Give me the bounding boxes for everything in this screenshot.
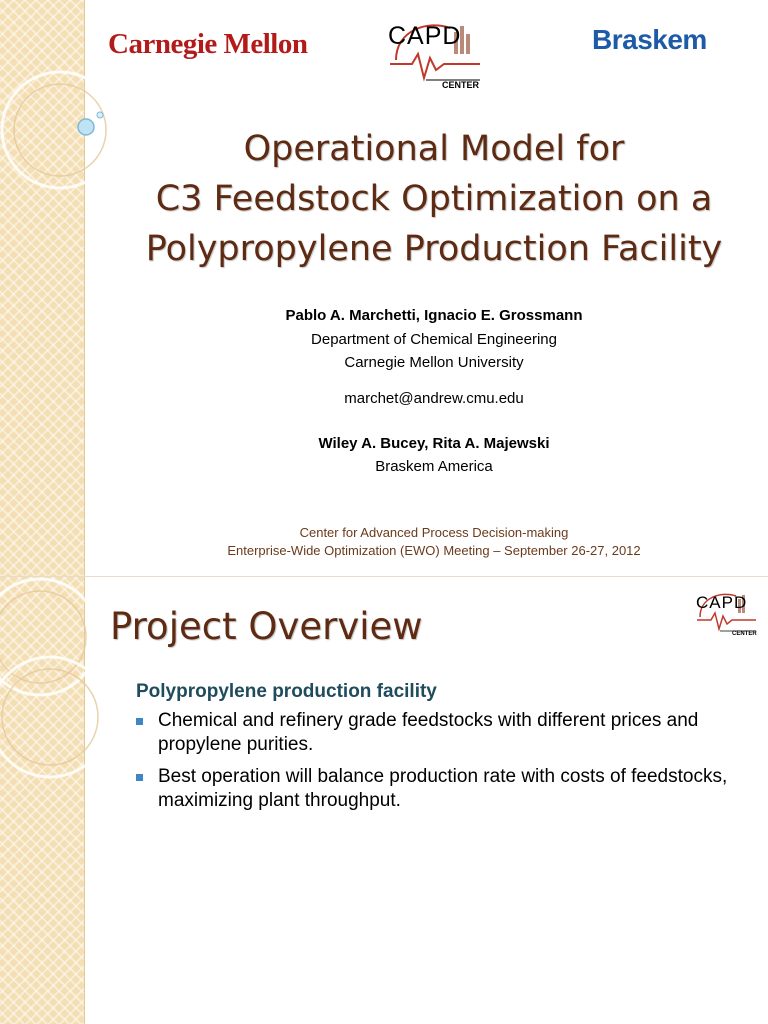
university: Carnegie Mellon University <box>344 354 524 371</box>
capd-logo-sub: CENTER <box>732 631 757 637</box>
capd-logo-text: CAPD <box>388 22 462 50</box>
company: Braskem America <box>375 458 493 475</box>
slide-subtitle: Polypropylene production facility <box>136 681 437 702</box>
capd-logo-text: CAPD <box>696 593 748 612</box>
center-name: Center for Advanced Process Decision-making <box>299 525 569 540</box>
swirl-decoration-icon <box>0 0 200 576</box>
email-address: marchet@andrew.cmu.edu <box>344 390 524 407</box>
meeting-info: Enterprise-Wide Optimization (EWO) Meeting – September 26-27, 2012 <box>227 543 641 558</box>
department: Department of Chemical Engineering <box>311 331 557 348</box>
title-line: Polypropylene Production Facility <box>145 229 723 269</box>
bullet-list <box>132 709 742 821</box>
bullet-text: Best operation will balance production rate with costs of feedstocks, maximizing plant throughput. <box>158 766 728 811</box>
authors-braskem: Wiley A. Bucey, Rita A. Majewski <box>318 435 550 452</box>
overview-slide <box>0 576 768 1024</box>
slide-title: Project Overview <box>110 605 423 648</box>
capd-logo <box>388 20 488 90</box>
braskem-logo: Braskem <box>592 24 707 55</box>
list-item <box>132 765 742 813</box>
square-bullet-icon <box>136 718 143 725</box>
title-line: Operational Model for <box>243 129 625 169</box>
slide-title <box>110 124 758 274</box>
square-bullet-icon <box>136 774 143 781</box>
authors-cmu: Pablo A. Marchetti, Ignacio E. Grossmann <box>285 307 583 324</box>
capd-logo-sub: CENTER <box>442 80 480 90</box>
capd-logo <box>696 591 760 637</box>
list-item <box>132 709 742 757</box>
cmu-logo: Carnegie Mellon <box>108 28 308 60</box>
bullet-text: Chemical and refinery grade feedstocks with different prices and propylene purities. <box>158 710 699 755</box>
title-line: C3 Feedstock Optimization on a <box>155 179 713 219</box>
